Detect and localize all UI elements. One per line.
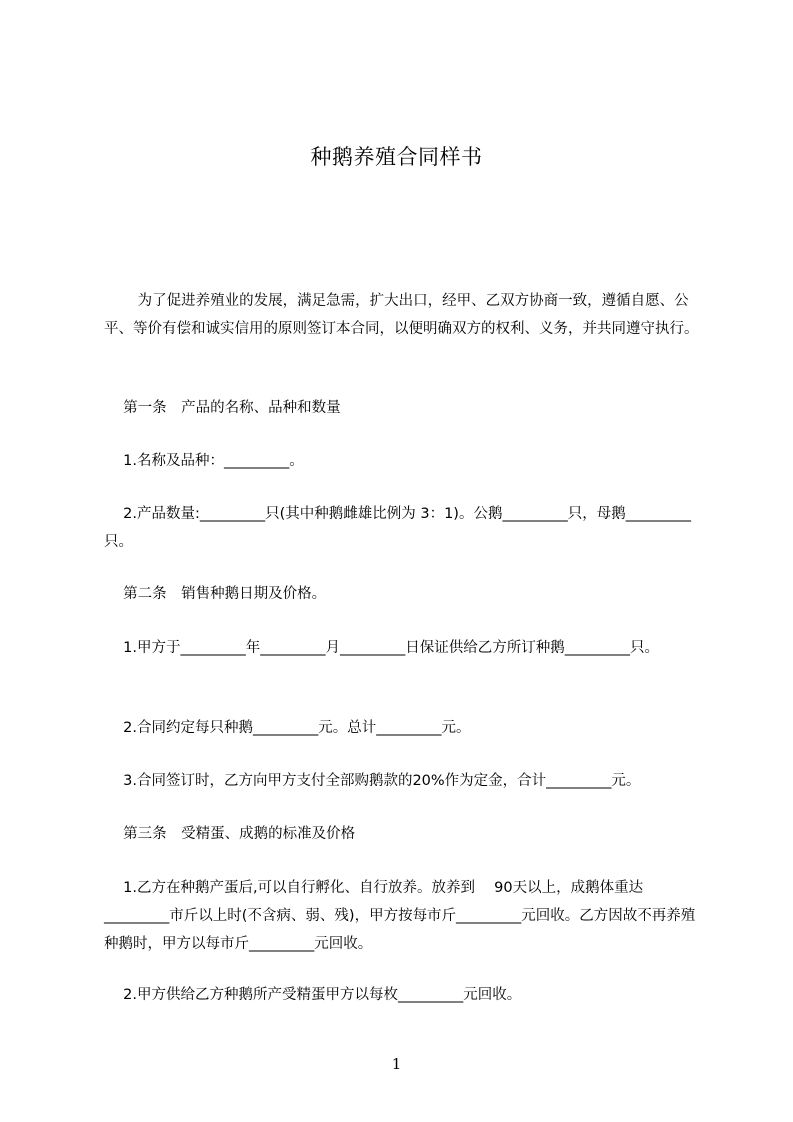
article-3-heading: 第三条 受精蛋、成鹅的标准及价格 xyxy=(104,826,356,842)
article-2-item-3: 3.合同签订时，乙方向甲方支付全部购鹅款的20%作为定金，合计_________元。 xyxy=(104,773,641,789)
article-3-item-1: 1.乙方在种鹅产蛋后,可以自行孵化、自行放养。放养到 90天以上，成鹅体重达_________市斤以上时(不含病、弱、残)，甲方按每市斤_________元回收。乙方因故不再养殖种鹅时，甲方以每市斤_________元回收。 xyxy=(104,880,696,952)
document-title: 种鹅养殖合同样书 xyxy=(310,145,483,169)
article-2-item-1: 1.甲方于_________年_________月_________日保证供给乙方所订种鹅_________只。 xyxy=(104,640,659,656)
preamble-paragraph: 为了促进养殖业的发展，满足急需，扩大出口，经甲、乙双方协商一致，遵循自愿、公平、等价有偿和诚实信用的原则签订本合同，以便明确双方的权利、义务，并共同遵守执行。 xyxy=(104,293,699,337)
article-2-item-2: 2.合同约定每只种鹅_________元。总计_________元。 xyxy=(104,720,471,736)
page-number: 1 xyxy=(391,1055,402,1073)
article-1-item-1: 1.名称及品种：_________。 xyxy=(104,453,304,469)
article-1-item-2: 2.产品数量:_________只(其中种鹅雌雄比例为 3：1)。公鹅_________只，母鹅_________只。 xyxy=(104,506,691,550)
article-3-item-2: 2.甲方供给乙方种鹅所产受精蛋甲方以每枚_________元回收。 xyxy=(104,987,522,1003)
article-1-heading: 第一条 产品的名称、品种和数量 xyxy=(104,400,341,416)
article-2-heading: 第二条 销售种鹅日期及价格。 xyxy=(104,586,327,602)
